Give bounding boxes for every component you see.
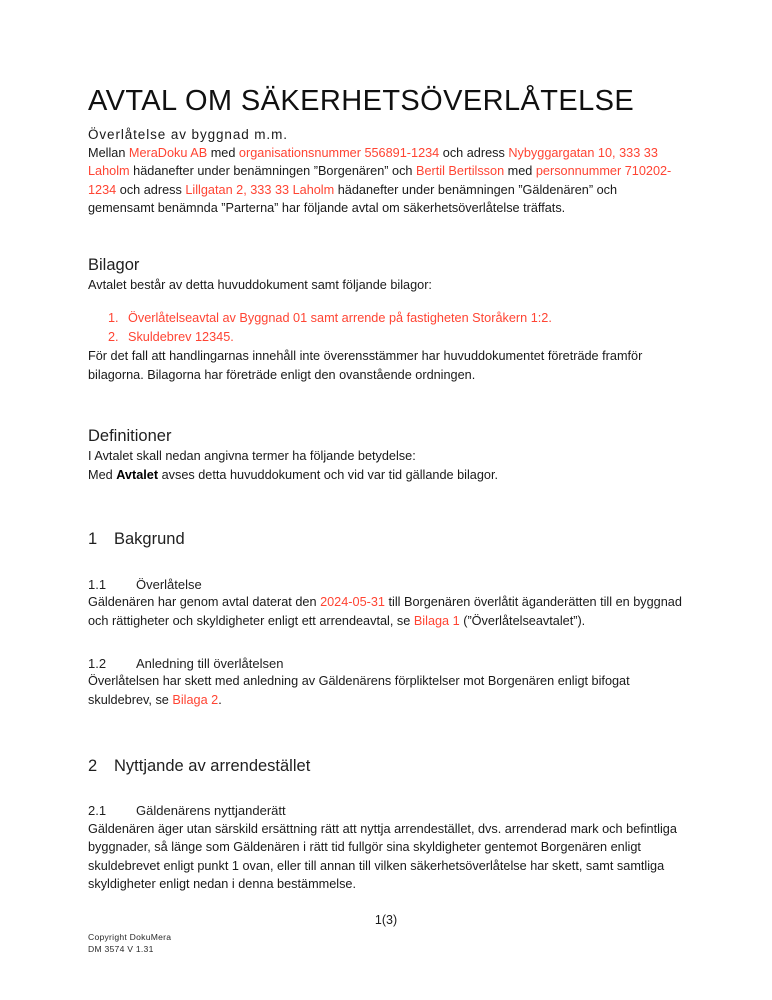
subsection-1-1-title: Överlåtelse: [136, 576, 202, 592]
intro-text-3: och adress: [439, 145, 509, 160]
link-bilaga-1: Bilaga 1: [413, 613, 460, 628]
personal-number: personnummer 710202-1234: [88, 164, 672, 197]
bilagor-lead: Avtalet består av detta huvuddokument samt följande bilagor:: [88, 277, 432, 292]
footer-copyright: Copyright DokuMera: [88, 932, 172, 942]
footer-document-id: DM 3574 V 1.31: [88, 943, 154, 954]
s12-text-c: .: [218, 693, 222, 708]
transfer-date: 2024-05-31: [320, 595, 385, 609]
heading-bilagor: Bilagor: [88, 255, 140, 274]
org-number: organisationsnummer 556891-1234: [238, 145, 440, 160]
list-item-number: 1.: [108, 311, 119, 326]
intro-text-1: Mellan: [88, 145, 129, 160]
list-item: [88, 309, 684, 328]
person-address: Lillgatan 2, 333 33 Laholm: [185, 182, 335, 197]
intro-text-6: och adress: [116, 182, 186, 197]
page-subtitle: Överlåtelse av byggnad m.m.: [88, 127, 288, 143]
list-item-number: 2.: [108, 330, 119, 345]
bilagor-note: För det fall att handlingarnas innehåll inte överensstämmer har huvuddokumentet företräde framför bilagorna. Bilagorna har företräde enligt den ovanstående ordningen.: [88, 349, 643, 382]
subsection-1-1: [88, 577, 684, 630]
intro-text-7: hädanefter under benämningen ”Gäldenären” och gemensamt benämnda ”Parterna” har följande avtal om säkerhetsöverlåtelse träffats.: [88, 182, 618, 216]
heading-section-1: [88, 529, 684, 550]
link-bilaga-2: Bilaga 2: [172, 693, 219, 708]
section-1-number: 1: [88, 530, 98, 549]
subsection-1-2-title: Anledning till överlåtelsen: [136, 656, 284, 672]
definition-term: Avtalet: [116, 467, 159, 482]
intro-text-5: med: [504, 164, 536, 179]
list-item-label: Skuldebrev 12345.: [128, 330, 234, 345]
intro-paragraph: [88, 144, 684, 218]
section-2: [88, 756, 684, 894]
section-bilagor: [88, 255, 684, 384]
subsection-1-1-text: [88, 593, 684, 630]
definition-body: avses detta huvuddokument och vid var tid gällande bilagor.: [158, 467, 499, 482]
list-item: [88, 328, 684, 347]
subsection-1-1-number: 1.1: [88, 576, 107, 592]
definition-avtalet: [88, 466, 684, 485]
s11-text-c: (”Överlåtelseavtalet”).: [459, 613, 586, 628]
section-1: [88, 529, 684, 710]
subsection-2-1-text: Gäldenären äger utan särskild ersättning rätt att nyttja arrendestället, dvs. arrenderad mark och befintliga byggnader, så länge som Gäldenären i rätt tid fullgör sina skyldigheter gentemot Borgenären enligt skuldebrevet enligt punkt 1 ovan, eller till annan till vilken säkerhetsöverlåtelse har skett, samt samtliga skyldigheter enligt nedan i denna bestämmelse.: [88, 821, 677, 892]
subsection-1-2: [88, 656, 684, 709]
s12-text-a: Överlåtelsen har skett med anledning av Gäldenärens förpliktelser mot Borgenären enligt bifogat skuldebrev, se: [88, 674, 630, 708]
section-definitioner: [88, 426, 684, 484]
heading-subsection-1-1: [88, 577, 684, 593]
subsection-2-1-number: 2.1: [88, 803, 107, 819]
subsection-2-1: [88, 803, 684, 894]
intro-text-4: hädanefter under benämningen ”Borgenären” och: [129, 164, 416, 179]
subsection-2-1-title: Gäldenärens nyttjanderätt: [136, 803, 286, 819]
party-company-name: MeraDoku AB: [128, 145, 208, 160]
bilagor-list: [88, 309, 684, 347]
section-2-number: 2: [88, 756, 98, 775]
heading-section-2: [88, 756, 684, 777]
definitioner-lead: I Avtalet skall nedan angivna termer ha följande betydelse:: [88, 448, 416, 463]
s11-text-b: till Borgenären överlåtit äganderätten till en byggnad och rättigheter och skyldigheter enligt ett arrendeavtal, se: [88, 595, 682, 628]
footer-meta: [88, 932, 171, 955]
section-1-title: Bakgrund: [114, 530, 185, 549]
s11-text-a: Gäldenären har genom avtal daterat den: [88, 595, 321, 609]
list-item-label: Överlåtelseavtal av Byggnad 01 samt arrende på fastigheten Storåkern 1:2.: [128, 311, 552, 326]
footer-page-number: 1(3): [374, 913, 398, 927]
heading-subsection-2-1: [88, 803, 684, 819]
heading-definitioner: Definitioner: [88, 427, 172, 446]
section-2-title: Nyttjande av arrendestället: [114, 756, 311, 775]
subsection-1-2-number: 1.2: [88, 656, 107, 672]
company-address: Nybyggargatan 10, 333 33 Laholm: [88, 145, 658, 179]
party-person-name: Bertil Bertilsson: [416, 164, 505, 179]
document-content: [88, 0, 684, 894]
subsection-1-2-text: [88, 672, 684, 709]
intro-text-2: med: [207, 145, 239, 160]
heading-subsection-1-2: [88, 656, 684, 672]
page-title: AVTAL OM SÄKERHETSÖVERLÅTELSE: [88, 85, 635, 117]
definition-prefix: Med: [88, 467, 117, 482]
